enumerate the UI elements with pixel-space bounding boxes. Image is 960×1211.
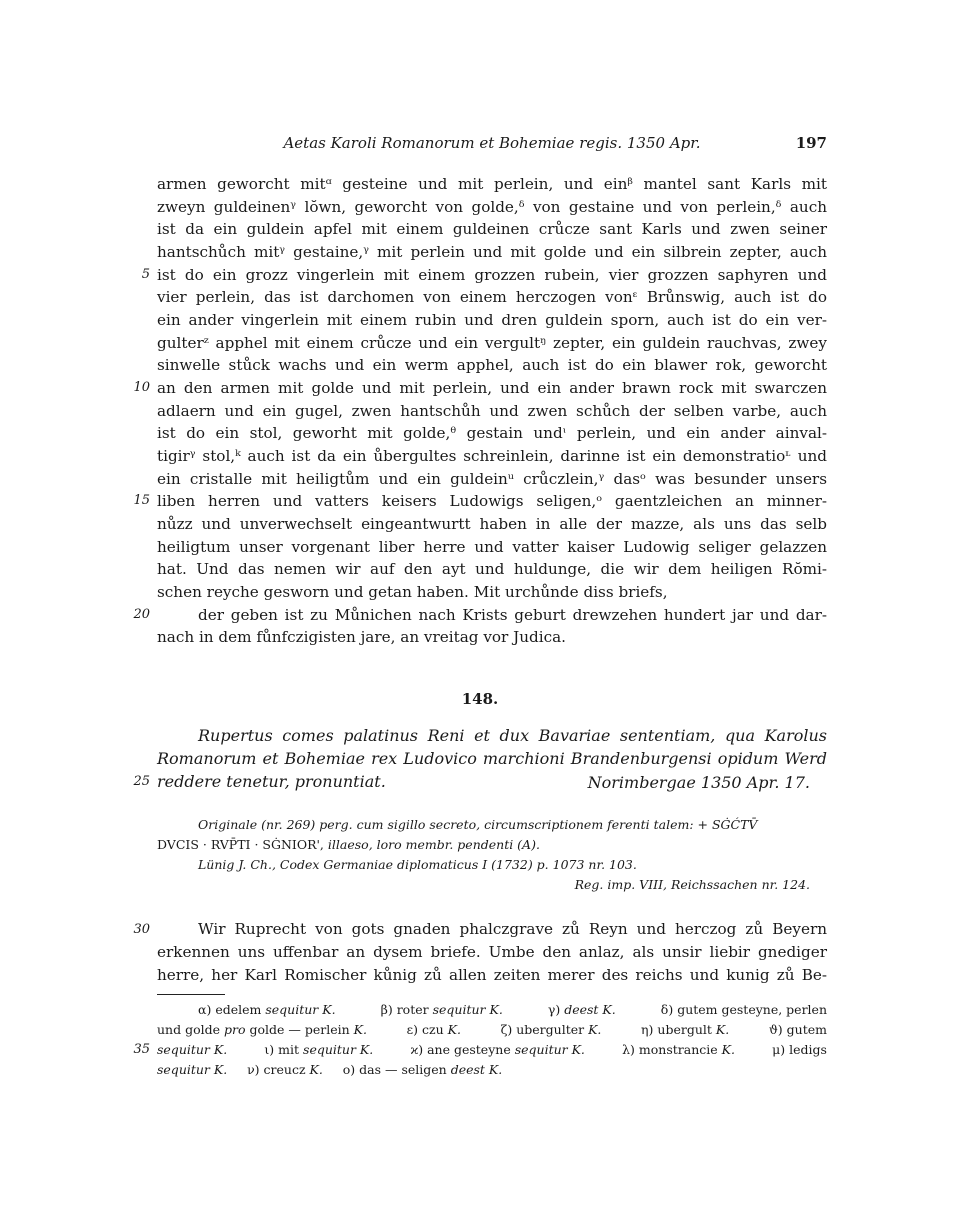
page-number: 197 xyxy=(795,134,827,152)
text-line: hat. Und das nemen wir auf den ayt und huldunge, die wir dem heiligen Rŏmi- xyxy=(157,560,827,578)
line-number: 25 xyxy=(133,774,150,789)
footnote: δ) gutem gesteyne, perlen xyxy=(660,1002,827,1017)
footnote: γ) deest K. xyxy=(547,1002,616,1017)
text-line: nůzz und unverwechselt eingeantwurtt haben in alle der mazze, als uns das selb xyxy=(157,515,827,533)
footnote: ζ) ubergulter K. xyxy=(500,1022,602,1037)
text-line: hantschůch mitᵞ gestaine,ᵞ mit perlein und mit golde und ein silbrein zepter, auch xyxy=(157,243,827,261)
footnote-line xyxy=(157,1020,827,1040)
text-line: heiligtum unser vorgenant liber herre und vatter kaiser Ludowig seliger gelazzen xyxy=(157,538,827,556)
text-line: gulterᶻ apphel mit einem crůcze und ein vergultᵑ zepter, ein guldein rauchvas, zwey xyxy=(157,334,827,352)
footnote-rule xyxy=(157,994,225,995)
document-number: 148. xyxy=(461,690,499,708)
running-head-title: Aetas Karoli Romanorum et Bohemiae regis. 1350 Apr. xyxy=(283,134,701,152)
text-line: armen geworcht mitᵅ gesteine und mit perlein, und einᵝ mantel sant Karls mit xyxy=(157,175,827,193)
line-number: 10 xyxy=(133,380,150,395)
text-line: erkennen uns uffenbar an dysem briefe. Umbe den anlaz, als unsir liebir gnediger xyxy=(157,943,827,961)
text-line: adlaern und ein gugel, zwen hantschůh und zwen schůch der selben varbe, auch xyxy=(157,402,827,420)
regest-line: Rupertus comes palatinus Reni et dux Bavariae sententiam, qua Karolus xyxy=(198,726,827,745)
source-seal-line xyxy=(157,835,540,855)
source-regest: Reg. imp. VIII, Reichssachen nr. 124. xyxy=(574,877,810,892)
text-line: ein ander vingerlein mit einem rubin und dren guldein sporn, auch ist do ein ver- xyxy=(157,311,827,329)
text-line: ein cristalle mit heiligtům und ein guldeinᵘ crůczlein,ᵞ dasᵒ was besunder unsers xyxy=(157,470,827,488)
line-number: 35 xyxy=(133,1042,150,1057)
footnote: ι) mit sequitur K. xyxy=(264,1042,374,1057)
footnote: η) ubergult K. xyxy=(641,1022,730,1037)
line-number: 30 xyxy=(133,922,150,937)
text-line: schen reyche gesworn und getan haben. Mit urchůnde diss briefs, xyxy=(157,583,668,601)
text-line: liben herren und vatters keisers Ludowigs seligen,ᵒ gaentzleichen an minner- xyxy=(157,492,827,510)
text-line: der geben ist zu Můnichen nach Krists geburt drewzehen hundert jar und dar- xyxy=(198,606,827,624)
line-number: 15 xyxy=(133,493,150,508)
footnote: ε) czu K. xyxy=(406,1022,461,1037)
footnote-line xyxy=(198,1000,827,1020)
text-line: herre, her Karl Romischer kůnig zů allen zeiten merer des reichs und kunig zů Be- xyxy=(157,966,827,984)
text-line: Wir Ruprecht von gots gnaden phalczgrave zů Reyn und herczog zů Beyern xyxy=(198,920,827,938)
text-line: tigirᵞ stol,ᵏ auch ist da ein ůbergultes schreinlein, darinne ist ein demonstratioᶫ und xyxy=(157,447,827,465)
footnote: β) roter sequitur K. xyxy=(380,1002,503,1017)
text-line: nach in dem fůnfczigisten jare, an vreitag vor Judica. xyxy=(157,628,566,646)
regest-date: Norimbergae 1350 Apr. 17. xyxy=(587,773,810,792)
footnote: μ) ledigs xyxy=(772,1042,827,1057)
text-line: an den armen mit golde und mit perlein, und ein ander brawn rock mit swarczen xyxy=(157,379,827,397)
footnote: ο) das — seligen deest K. xyxy=(342,1062,503,1077)
text-line: vier perlein, das ist darchomen von einem herczogen vonᵋ Brůnswig, auch ist do xyxy=(157,288,827,306)
regest-line: reddere tenetur, pronuntiat. xyxy=(157,772,386,791)
text-line: ist do ein stol, geworht mit golde,ᶿ gestain undᶥ perlein, und ein ander ainval- xyxy=(157,424,827,442)
line-number: 20 xyxy=(133,607,150,622)
footnote: ϑ) gutem xyxy=(768,1022,827,1037)
regest-line: Romanorum et Bohemiae rex Ludovico marchioni Brandenburgensi opidum Werd xyxy=(157,749,827,768)
line-number: 5 xyxy=(141,267,150,282)
text-line: sinwelle stůck wachs und ein werm apphel, auch ist do ein blawer rok, geworcht xyxy=(157,356,827,374)
running-head xyxy=(157,134,827,154)
seal-inscription: DVCIS · RVP̄TI · SĠNIOR', xyxy=(157,837,324,852)
footnote-continuation: und golde pro golde — perlein K. xyxy=(157,1022,367,1037)
source-edition: Lünig J. Ch., Codex Germaniae diplomaticus I (1732) p. 1073 nr. 103. xyxy=(198,857,637,872)
footnote-continuation: sequitur K. xyxy=(157,1042,228,1057)
footnote-continuation: sequitur K. xyxy=(157,1062,228,1077)
footnote: ν) creucz K. xyxy=(247,1062,323,1077)
footnote-line xyxy=(157,1040,827,1060)
footnote: α) edelem sequitur K. xyxy=(198,1002,336,1017)
text-line: ist da ein guldein apfel mit einem guldeinen crůcze sant Karls und zwen seiner xyxy=(157,220,827,238)
footnote: ϰ) ane gesteyne sequitur K. xyxy=(410,1042,585,1057)
source-original: Originale (nr. 269) perg. cum sigillo secreto, circumscriptionem ferenti talem: + SĠĆTV̄ xyxy=(198,817,758,832)
footnote-line xyxy=(157,1060,827,1080)
source-seal-description: illaeso, loro membr. pendenti (A). xyxy=(327,837,540,852)
text-line: zweyn guldeinenᵞ lŏwn, geworcht von golde,ᵟ von gestaine und von perlein,ᵟ auch xyxy=(157,198,827,216)
text-line: ist do ein grozz vingerlein mit einem grozzen rubein, vier grozzen saphyren und xyxy=(157,266,827,284)
footnote: λ) monstrancie K. xyxy=(622,1042,735,1057)
